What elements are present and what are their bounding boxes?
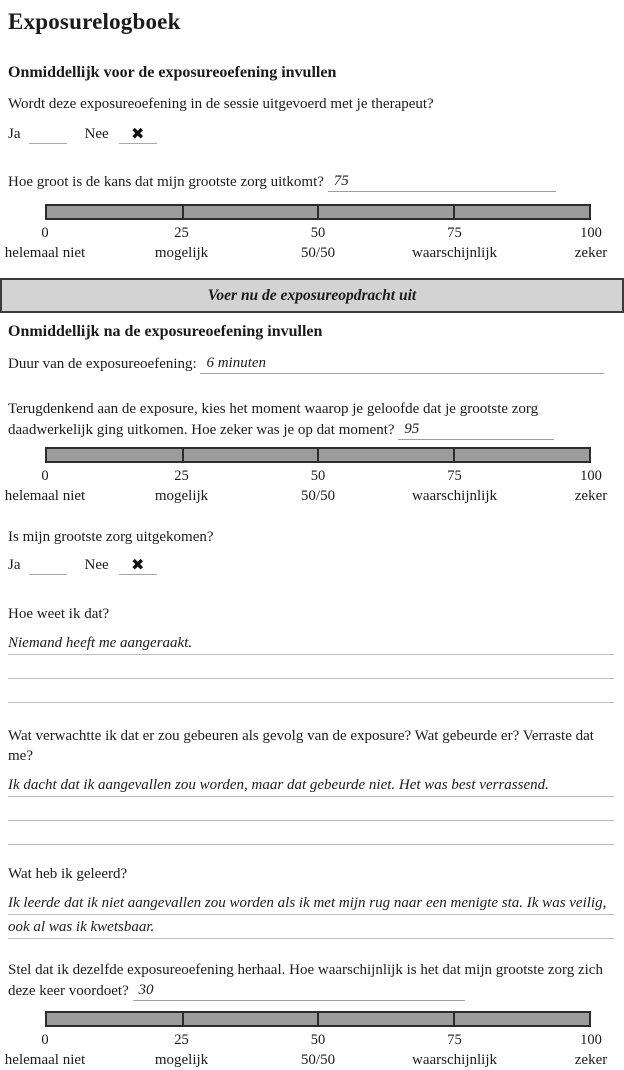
question-outcome: Is mijn grootste zorg uitgekomen?: [8, 529, 214, 545]
ja-blank-field[interactable]: [29, 556, 67, 575]
scale-tick-50: [317, 1013, 319, 1025]
scale-label-5050: 50/50: [300, 245, 336, 261]
scale-label-helemaal-niet: helemaal niet: [4, 488, 86, 504]
exposure-instruction-banner: [0, 278, 624, 313]
scale-numbers: [41, 1030, 602, 1050]
question-duration-text: Duur van de exposureoefening:: [8, 356, 197, 372]
scale-label-mogelijk: mogelijk: [154, 245, 209, 261]
scale-num-25: 25: [174, 468, 189, 484]
scale-tick-25: [182, 1013, 184, 1025]
ja-label: Ja: [8, 557, 21, 573]
probability-scale-2[interactable]: [4, 447, 608, 506]
scale-num-0: 0: [41, 225, 49, 241]
chance-answer-field[interactable]: 75: [328, 171, 556, 192]
scale-label-waarschijnlijk: waarschijnlijk: [412, 245, 497, 261]
scale-num-50: 50: [310, 468, 326, 484]
scale-num-75: 75: [447, 1032, 462, 1048]
yes-no-row-outcome: [8, 555, 614, 577]
scale-label-mogelijk: mogelijk: [154, 1052, 209, 1068]
question-learned: Wat heb ik geleerd?: [8, 866, 128, 882]
expected-answer-area[interactable]: Ik dacht dat ik aangevallen zou worden, maar dat gebeurde niet. Het was best verrassend.: [8, 773, 614, 845]
x-mark-icon: ✖: [130, 555, 145, 574]
scale-tick-75: [453, 449, 455, 461]
question-moment-text: Terugdenkend aan de exposure, kies het moment waarop je geloofde dat je grootste zorg daadwerkelijk ging uitkomen. Hoe zeker was je op dat moment?: [8, 401, 539, 438]
scale-word-labels: [4, 1050, 608, 1070]
nee-label: Nee: [84, 557, 109, 573]
question-how-know: Hoe weet ik dat?: [8, 606, 110, 622]
repeat-answer-field[interactable]: 30: [133, 980, 465, 1001]
question-repeat: [8, 960, 614, 1001]
yes-no-row-therapist: [8, 124, 614, 146]
scale-num-100: 100: [580, 468, 602, 484]
scale-num-0: 0: [41, 468, 49, 484]
scale-label-helemaal-niet: helemaal niet: [4, 245, 86, 261]
scale-tick-25: [182, 449, 184, 461]
page-title: Exposurelogboek: [8, 9, 181, 34]
ja-blank-field[interactable]: [29, 125, 67, 144]
question-chance: [8, 171, 614, 192]
scale-numbers: [41, 223, 602, 243]
question-therapist: Wordt deze exposureoefening in de sessie uitgevoerd met je therapeut?: [8, 96, 434, 112]
nee-blank-field[interactable]: [119, 125, 157, 144]
probability-scale-3[interactable]: [4, 1011, 608, 1070]
question-expected: Wat verwachtte ik dat er zou gebeuren als gevolg van de exposure? Wat gebeurde er? Verraste dat me?: [8, 728, 594, 764]
scale-num-100: 100: [580, 1032, 602, 1048]
scale-label-zeker: zeker: [574, 488, 608, 504]
duration-answer-field[interactable]: 6 minuten: [200, 353, 604, 374]
scale-numbers: [41, 466, 602, 486]
x-mark-icon: ✖: [130, 124, 145, 143]
moment-answer-field[interactable]: 95: [398, 419, 554, 440]
scale-label-zeker: zeker: [574, 1052, 608, 1068]
question-repeat-text: Stel dat ik dezelfde exposureoefening herhaal. Hoe waarschijnlijk is het dat mijn grootste zorg zich deze keer voordoet?: [8, 962, 603, 999]
ja-label: Ja: [8, 126, 21, 142]
learned-answer-area[interactable]: Ik leerde dat ik niet aangevallen zou worden als ik met mijn rug naar een menigte sta. Ik was veilig, ook al was ik kwetsbaar.: [8, 891, 614, 939]
nee-label: Nee: [84, 126, 109, 142]
scale-label-zeker: zeker: [574, 245, 608, 261]
scale-label-helemaal-niet: helemaal niet: [4, 1052, 86, 1068]
question-chance-text: Hoe groot is de kans dat mijn grootste zorg uitkomt?: [8, 174, 324, 190]
scale-num-50: 50: [310, 1032, 326, 1048]
scale-bar[interactable]: [45, 1011, 591, 1027]
scale-num-100: 100: [580, 225, 602, 241]
scale-num-75: 75: [447, 225, 462, 241]
scale-word-labels: [4, 243, 608, 263]
nee-blank-field[interactable]: [119, 556, 157, 575]
scale-num-25: 25: [174, 225, 189, 241]
question-moment: [8, 399, 614, 440]
question-duration: [8, 353, 614, 374]
scale-bar[interactable]: [45, 204, 591, 220]
scale-num-75: 75: [447, 468, 462, 484]
scale-tick-50: [317, 206, 319, 218]
scale-label-waarschijnlijk: waarschijnlijk: [412, 1052, 497, 1068]
how-know-answer-area[interactable]: Niemand heeft me aangeraakt.: [8, 631, 614, 703]
scale-label-mogelijk: mogelijk: [154, 488, 209, 504]
scale-tick-75: [453, 206, 455, 218]
scale-label-5050: 50/50: [300, 488, 336, 504]
section-heading-after: Onmiddellijk na de exposureoefening invullen: [8, 323, 323, 340]
scale-label-5050: 50/50: [300, 1052, 336, 1068]
scale-tick-50: [317, 449, 319, 461]
scale-bar[interactable]: [45, 447, 591, 463]
scale-label-waarschijnlijk: waarschijnlijk: [412, 488, 497, 504]
scale-tick-75: [453, 1013, 455, 1025]
scale-tick-25: [182, 206, 184, 218]
section-heading-before: Onmiddellijk voor de exposureoefening invullen: [8, 64, 337, 81]
scale-num-25: 25: [174, 1032, 189, 1048]
scale-word-labels: [4, 486, 608, 506]
probability-scale-1[interactable]: [4, 204, 608, 263]
scale-num-0: 0: [41, 1032, 49, 1048]
scale-num-50: 50: [310, 225, 326, 241]
banner-text: Voer nu de exposureopdracht uit: [207, 286, 417, 304]
